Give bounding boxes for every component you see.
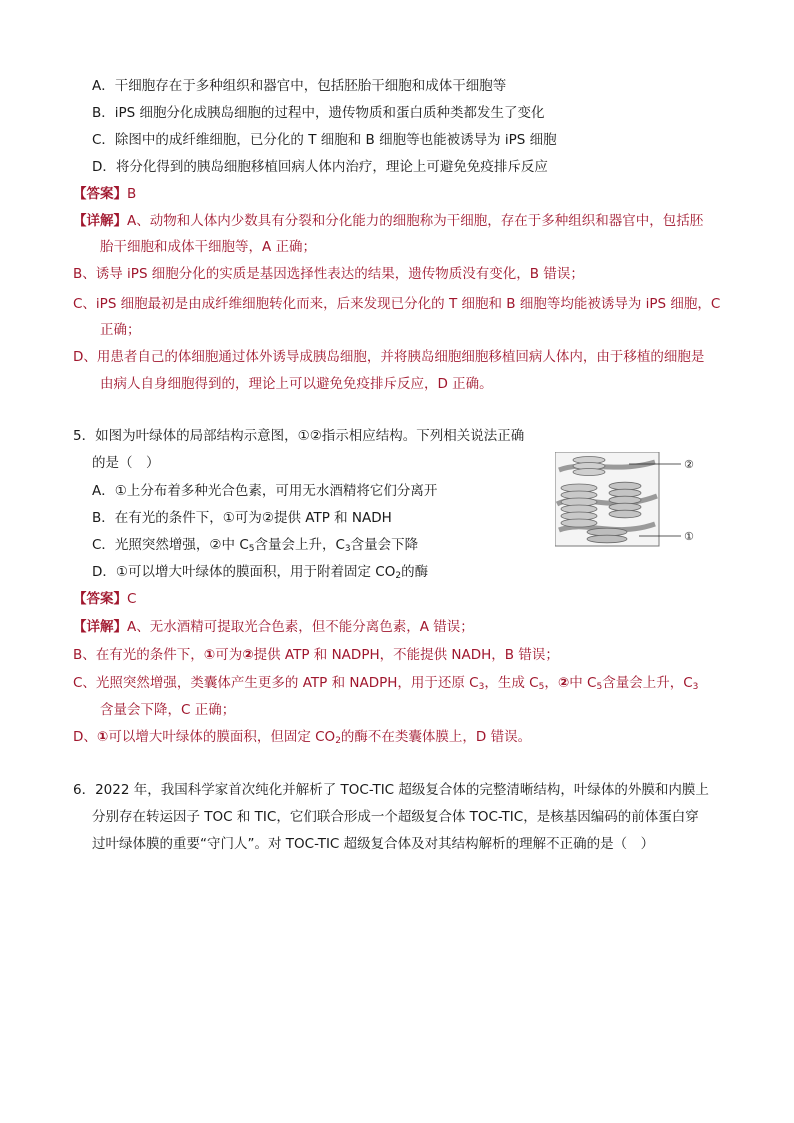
- answer-value: B: [127, 186, 137, 202]
- text: B、在有光的条件下，: [73, 647, 204, 663]
- q5-stem-line1: 5．如图为叶绿体的局部结构示意图，①②指示相应结构。下列相关说法正确: [73, 428, 525, 444]
- subscript: 3: [344, 544, 351, 554]
- chloroplast-diagram: [555, 452, 703, 548]
- q4-explain-b1: B、诱导 iPS 细胞分化的实质是基因选择性表达的结果，遗传物质没有变化，B 错误；: [73, 266, 584, 282]
- q4-option-c: C．除图中的成纤维细胞，已分化的 T 细胞和 B 细胞等也能被诱导为 iPS 细胞: [92, 132, 557, 148]
- q5-stem-line2: 的是（ ）: [92, 455, 160, 471]
- q4-explain-d2: 由病人自身细胞得到的，理论上可以避免免疫排斥反应，D 正确。: [100, 376, 493, 392]
- explain-text: A、动物和人体内少数具有分裂和分化能力的细胞称为干细胞，存在于多种组织和器官中，包括胚: [127, 213, 704, 229]
- text: 含量会上升，C: [602, 675, 693, 691]
- q6-stem-line2: 分别存在转运因子 TOC 和 TIC，它们联合形成一个超级复合体 TOC-TIC，是核基因编码的前体蛋白穿: [92, 809, 699, 825]
- q5-option-d: [92, 562, 428, 582]
- text: 可以增大叶绿体的膜面积，但固定 CO: [108, 729, 336, 745]
- subscript: 2: [335, 736, 341, 746]
- q5-option-c: [92, 535, 418, 555]
- figure-label-2: ②: [684, 458, 694, 471]
- q4-explain-d1: D、用患者自己的体细胞通过体外诱导成胰岛细胞，并将胰岛细胞细胞移植回病人体内，由于移植的细胞是: [73, 349, 705, 365]
- circled-marker: ①: [96, 729, 109, 745]
- text: 的酶不在类囊体膜上，D 错误。: [340, 729, 532, 745]
- answer-value: C: [127, 591, 137, 607]
- subscript: 2: [395, 571, 402, 581]
- text: 可为: [215, 647, 243, 663]
- text: ，生成 C: [484, 675, 539, 691]
- text: ，: [544, 675, 558, 691]
- q5-explain-d1: [73, 727, 531, 747]
- q5-answer: [73, 589, 136, 609]
- text: D、: [73, 729, 97, 745]
- q4-explain-c1: C、iPS 细胞最初是由成纤维细胞转化而来，后来发现已分化的 T 细胞和 B 细胞等均能被诱导为 iPS 细胞，C: [73, 296, 721, 312]
- explain-tag: 【详解】: [73, 619, 127, 635]
- text: C、光照突然增强，类囊体产生更多的 ATP 和 NADPH，用于还原 C: [73, 675, 479, 691]
- subscript: 5: [538, 682, 545, 692]
- q4-explain-c2: 正确；: [100, 322, 141, 338]
- q5-explain-b1: [73, 645, 559, 665]
- answer-tag: 【答案】: [73, 186, 127, 202]
- q5-explain-a1: [73, 617, 474, 637]
- q4-option-d: D．将分化得到的胰岛细胞移植回病人体内治疗，理论上可避免免疫排斥反应: [92, 159, 548, 175]
- granum-stack-right: [609, 482, 641, 518]
- text: 中 C: [569, 675, 597, 691]
- q5-option-b: B．在有光的条件下，①可为②提供 ATP 和 NADH: [92, 510, 392, 526]
- answer-tag: 【答案】: [73, 591, 127, 607]
- q4-explain-a2: 胎干细胞和成体干细胞等，A 正确；: [100, 239, 317, 255]
- q5-explain-c2: 含量会下降，C 正确；: [100, 702, 236, 718]
- q6-stem-line3: 过叶绿体膜的重要“守门人”。对 TOC-TIC 超级复合体及对其结构解析的理解不正确的是（ ）: [92, 836, 655, 852]
- text: 的酶: [401, 564, 429, 580]
- circled-marker: ②: [242, 647, 254, 663]
- subscript: 5: [248, 544, 255, 554]
- explain-text: A、无水酒精可提取光合色素，但不能分离色素，A 错误；: [127, 619, 474, 635]
- circled-marker: ①: [203, 647, 216, 663]
- circled-marker: ②: [557, 675, 570, 691]
- q4-option-b: B．iPS 细胞分化成胰岛细胞的过程中，遗传物质和蛋白质种类都发生了变化: [92, 105, 545, 121]
- q6-stem-line1: 6．2022 年，我国科学家首次纯化并解析了 TOC-TIC 超级复合体的完整清晰结构，叶绿体的外膜和内膜上: [73, 782, 709, 798]
- subscript: 3: [692, 682, 699, 692]
- text: 含量会下降: [350, 537, 419, 553]
- text: 含量会上升，C: [254, 537, 345, 553]
- text: 提供 ATP 和 NADPH，不能提供 NADH，B 错误；: [253, 647, 559, 663]
- q4-option-a: A．干细胞存在于多种组织和器官中，包括胚胎干细胞和成体干细胞等: [92, 78, 507, 94]
- subscript: 3: [478, 682, 485, 692]
- q4-answer: [73, 184, 136, 204]
- granum-stack-top: [573, 457, 605, 476]
- explain-tag: 【详解】: [73, 213, 127, 229]
- subscript: 5: [596, 682, 603, 692]
- q4-explain-a1: [73, 211, 703, 231]
- q5-option-a: A．①上分布着多种光合色素，可用无水酒精将它们分离开: [92, 483, 438, 499]
- figure-label-1: ①: [684, 530, 694, 543]
- q5-explain-c1: [73, 673, 698, 693]
- text: D．①可以增大叶绿体的膜面积，用于附着固定 CO: [92, 564, 396, 580]
- text: C．光照突然增强，②中 C: [92, 537, 249, 553]
